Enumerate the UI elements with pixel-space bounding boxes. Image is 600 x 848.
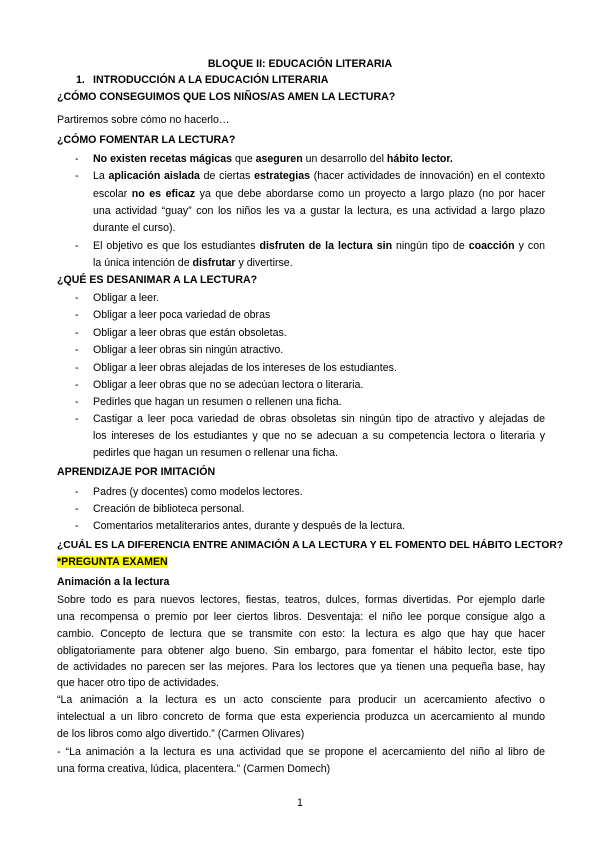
exam-question-highlight: *PREGUNTA EXAMEN [57, 556, 168, 568]
desanimar-item-8: Castigar a leer poca variedad de obras obsoletas sin ningún tipo de atractivo y alejadas de [93, 413, 545, 425]
quote-olivares-line-2: intelectual a un libro concreto de forma que esta experiencia produzca un acercamiento al mundo [57, 711, 545, 723]
imitacion-item-3: Comentarios metaliterarios antes, durante y después de la lectura. [93, 520, 406, 532]
fomentar-item-2-line-2: escolar no es eficaz ya que debe abordarse como un proyecto a largo plazo (no por hacer [93, 188, 545, 200]
bullet-dash: - [75, 503, 79, 515]
desanimar-item-7: Pedirles que hagan un resumen o rellenen una ficha. [93, 396, 342, 408]
quote-olivares-line-1: “La animación a la lectura es un acto consciente para producir un acercamiento afectivo o [57, 694, 545, 706]
bullet-dash: - [75, 379, 79, 391]
bullet-dash: - [75, 362, 79, 374]
animacion-paragraph-line-1: Sobre todo es para nuevos lectores, fiestas, teatros, dulces, formas divertidas. Por ejemplo darle [57, 594, 545, 606]
fomentar-item-3: El objetivo es que los estudiantes disfruten de la lectura sin ningún tipo de coacción y con [93, 240, 546, 252]
fomentar-item-2-line-4: durante el curso). [93, 222, 176, 234]
bullet-dash: - [75, 153, 79, 165]
bullet-dash: - [75, 309, 79, 321]
desanimar-item-3: Obligar a leer obras que están obsoletas. [93, 327, 287, 339]
fomentar-item-2-line-3: una actividad “guay” con los niños les va a gustar la lectura, es una actividad a largo plazo [93, 205, 545, 217]
fomentar-item-2: La aplicación aislada de ciertas estrategias (hacer actividades de innovación) en el contexto [93, 170, 546, 182]
quote-domech-line-2: una forma creativa, lúdica, placentera.” (Carmen Domech) [57, 763, 331, 775]
heading-imitacion: APRENDIZAJE POR IMITACIÓN [57, 466, 216, 478]
desanimar-item-1: Obligar a leer. [93, 292, 159, 304]
desanimar-item-5: Obligar a leer obras alejadas de los intereses de los estudiantes. [93, 362, 397, 374]
imitacion-item-2: Creación de biblioteca personal. [93, 503, 245, 515]
bullet-dash: - [75, 327, 79, 339]
animacion-paragraph-line-3: cambio. Concepto de lectura que se transmite con esto: la lectura es algo que hay que hacer [57, 628, 545, 640]
heading-desanimar: ¿QUÉ ES DESANIMAR A LA LECTURA? [57, 274, 258, 286]
bullet-dash: - [75, 170, 79, 182]
bullet-dash: - [75, 396, 79, 408]
bullet-dash: - [75, 292, 79, 304]
bullet-dash: - [75, 344, 79, 356]
fomentar-item-1: No existen recetas mágicas que aseguren un desarrollo del hábito lector. [93, 153, 453, 165]
quote-domech-line-1: - “La animación a la lectura es una actividad que se propone el acercamiento del niño al libro de [57, 746, 545, 758]
page-number: 1 [297, 797, 303, 809]
desanimar-item-8-line-2: los intereses de los estudiantes y que no se adecuan a su competencia lectora o literaria y [93, 430, 545, 442]
bullet-dash: - [75, 413, 79, 425]
animacion-paragraph-line-6: que hacer otro tipo de actividades. [57, 677, 219, 689]
heading-diferencia: ¿CUÁL ES LA DIFERENCIA ENTRE ANIMACIÓN A LA LECTURA Y EL FOMENTO DEL HÁBITO LECTOR? [57, 540, 564, 551]
quote-olivares-line-3: de los libros como algo divertido.” (Carmen Olivares) [57, 728, 305, 740]
bullet-dash: - [75, 240, 79, 252]
desanimar-item-8-line-3: pedirles que hagan un resumen o rellenar una ficha. [93, 447, 338, 459]
bullet-dash: - [75, 520, 79, 532]
section-title: INTRODUCCIÓN A LA EDUCACIÓN LITERARIA [93, 74, 329, 86]
section-number: 1. [76, 74, 85, 86]
heading-como-conseguimos: ¿CÓMO CONSEGUIMOS QUE LOS NIÑOS/AS AMEN LA LECTURA? [57, 91, 396, 103]
desanimar-item-4: Obligar a leer obras sin ningún atractivo. [93, 344, 284, 356]
heading-animacion: Animación a la lectura [57, 576, 170, 588]
imitacion-item-1: Padres (y docentes) como modelos lectores. [93, 486, 303, 498]
bullet-dash: - [75, 486, 79, 498]
heading-como-fomentar: ¿CÓMO FOMENTAR LA LECTURA? [57, 134, 236, 146]
animacion-paragraph-line-5: de actividades no parecen ser las mejores. Para los lectores que ya tienen una pequeña base, hay [57, 661, 545, 673]
desanimar-item-2: Obligar a leer poca variedad de obras [93, 309, 271, 321]
animacion-paragraph-line-4: obligatoriamente para obtener algo bueno. Sin embargo, para fomentar el hábito lector, este tipo [57, 645, 545, 657]
document-title: BLOQUE II: EDUCACIÓN LITERARIA [207, 58, 393, 70]
desanimar-item-6: Obligar a leer obras que no se adecúan lectora o literaria. [93, 379, 364, 391]
animacion-paragraph-line-2: una recompensa o premio por leer ciertos libros. Desventaja: el niño lee porque consigue algo a [57, 611, 545, 623]
intro-text: Partiremos sobre cómo no hacerlo… [57, 114, 230, 126]
fomentar-item-3-line-2: la única intención de disfrutar y divertirse. [93, 257, 293, 269]
